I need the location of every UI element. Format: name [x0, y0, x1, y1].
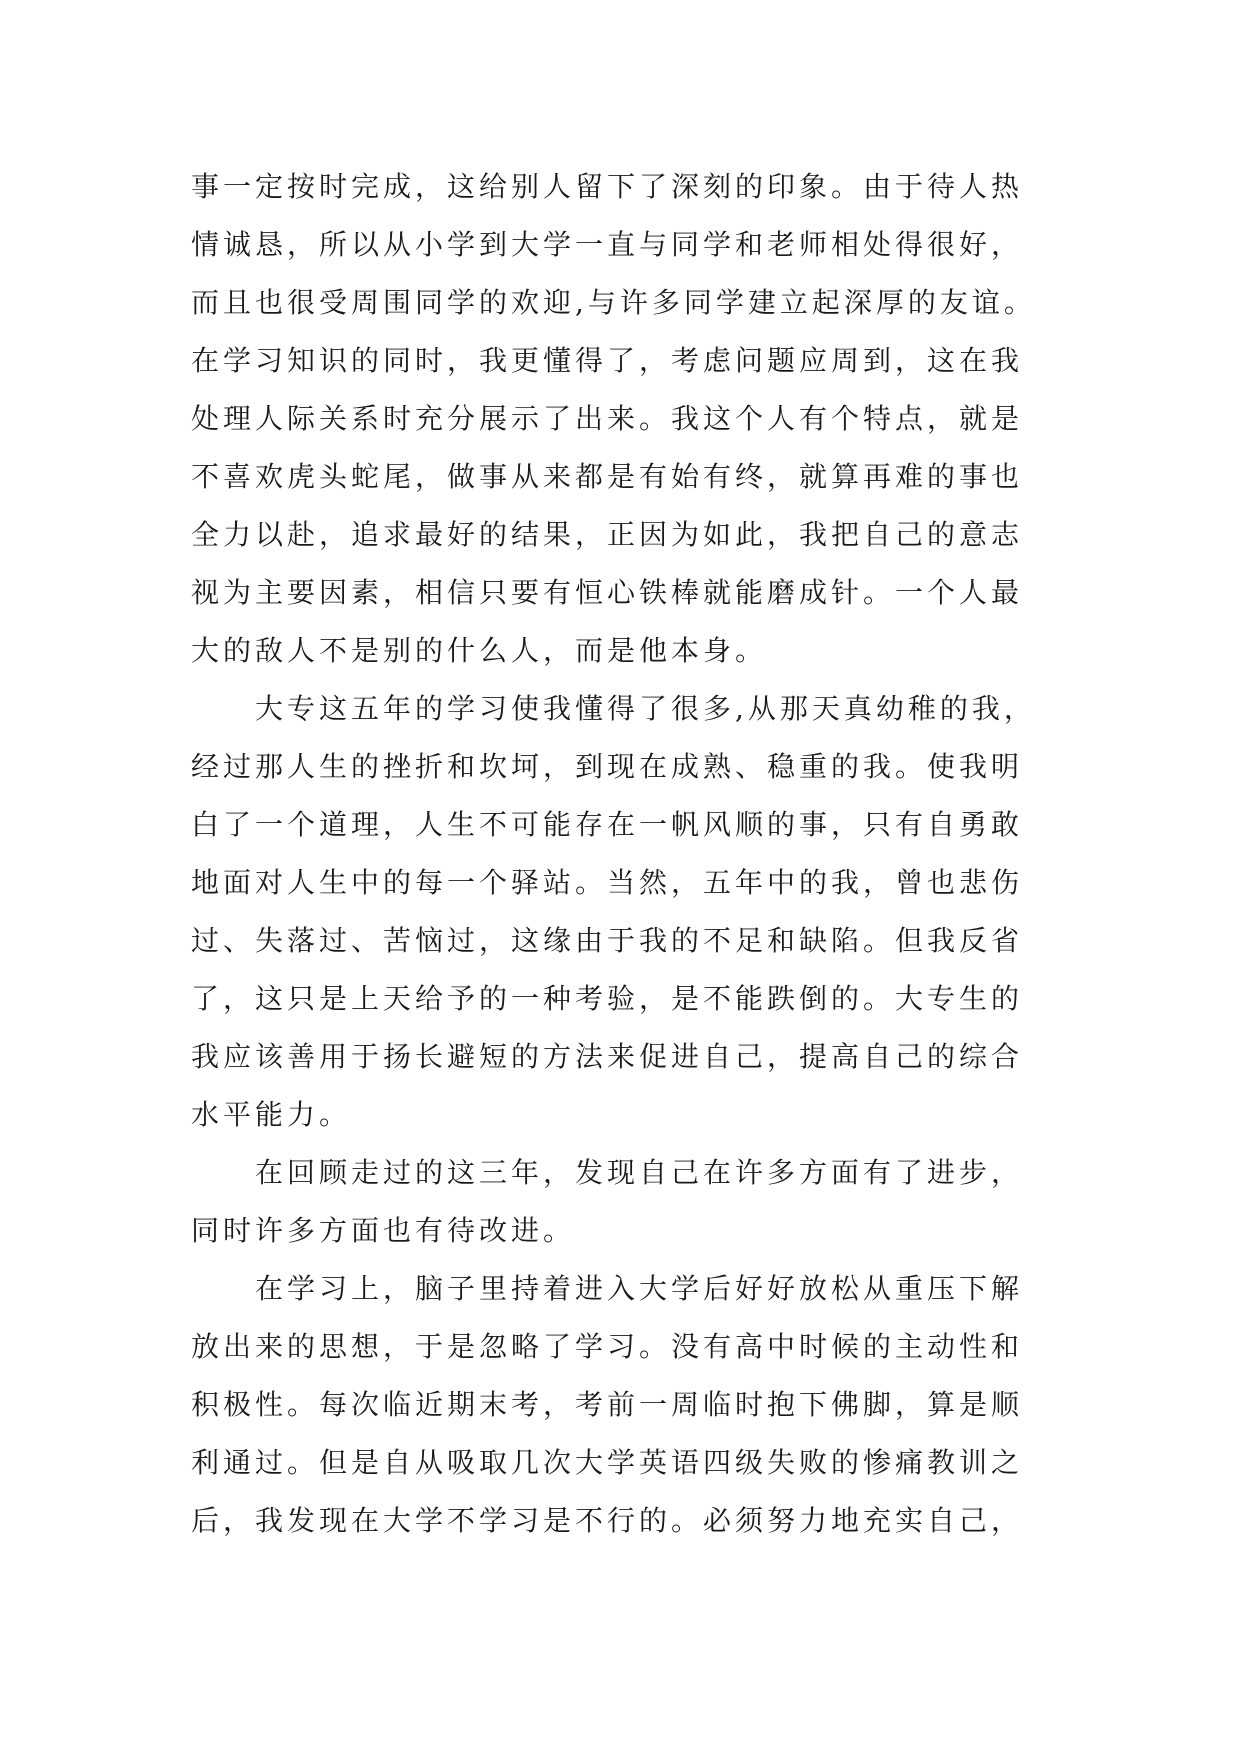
text-line: 我应该善用于扬长避短的方法来促进自己，提高自己的综合 [191, 1040, 1024, 1073]
text-line: 过、失落过、苦恼过，这缘由于我的不足和缺陷。但我反省 [191, 924, 1024, 957]
text-line: 白了一个道理，人生不可能存在一帆风顺的事，只有自勇敢 [191, 808, 1024, 841]
text-line: 后，我发现在大学不学习是不行的。必须努力地充实自己， [191, 1504, 1024, 1537]
text-line: 大专这五年的学习使我懂得了很多,从那天真幼稚的我， [191, 692, 1036, 725]
text-line: 情诚恳，所以从小学到大学一直与同学和老师相处得很好， [191, 228, 1024, 261]
text-line: 利通过。但是自从吸取几次大学英语四级失败的惨痛教训之 [191, 1446, 1024, 1479]
text-line: 而且也很受周围同学的欢迎,与许多同学建立起深厚的友谊。 [191, 286, 1036, 319]
text-line: 在回顾走过的这三年，发现自己在许多方面有了进步， [191, 1156, 1024, 1189]
text-line: 地面对人生中的每一个驿站。当然，五年中的我，曾也悲伤 [191, 866, 1024, 899]
text-line: 大的敌人不是别的什么人，而是他本身。 [191, 634, 768, 667]
text-line: 放出来的思想，于是忽略了学习。没有高中时候的主动性和 [191, 1330, 1024, 1363]
text-line: 事一定按时完成，这给别人留下了深刻的印象。由于待人热 [191, 170, 1024, 203]
text-line: 处理人际关系时充分展示了出来。我这个人有个特点，就是 [191, 402, 1024, 435]
text-line: 积极性。每次临近期末考，考前一周临时抱下佛脚，算是顺 [191, 1388, 1024, 1421]
text-line: 在学习上，脑子里持着进入大学后好好放松从重压下解 [191, 1272, 1024, 1305]
text-line: 同时许多方面也有待改进。 [191, 1214, 576, 1247]
text-line: 不喜欢虎头蛇尾，做事从来都是有始有终，就算再难的事也 [191, 460, 1024, 493]
text-line: 经过那人生的挫折和坎坷，到现在成熟、稳重的我。使我明 [191, 750, 1024, 783]
text-line: 水平能力。 [191, 1098, 352, 1131]
text-line: 在学习知识的同时，我更懂得了，考虑问题应周到，这在我 [191, 344, 1024, 377]
text-line: 全力以赴，追求最好的结果，正因为如此，我把自己的意志 [191, 518, 1024, 551]
text-line: 视为主要因素，相信只要有恒心铁棒就能磨成针。一个人最 [191, 576, 1024, 609]
body-text [191, 158, 1091, 1550]
text-line: 了，这只是上天给予的一种考验，是不能跌倒的。大专生的 [191, 982, 1024, 1015]
